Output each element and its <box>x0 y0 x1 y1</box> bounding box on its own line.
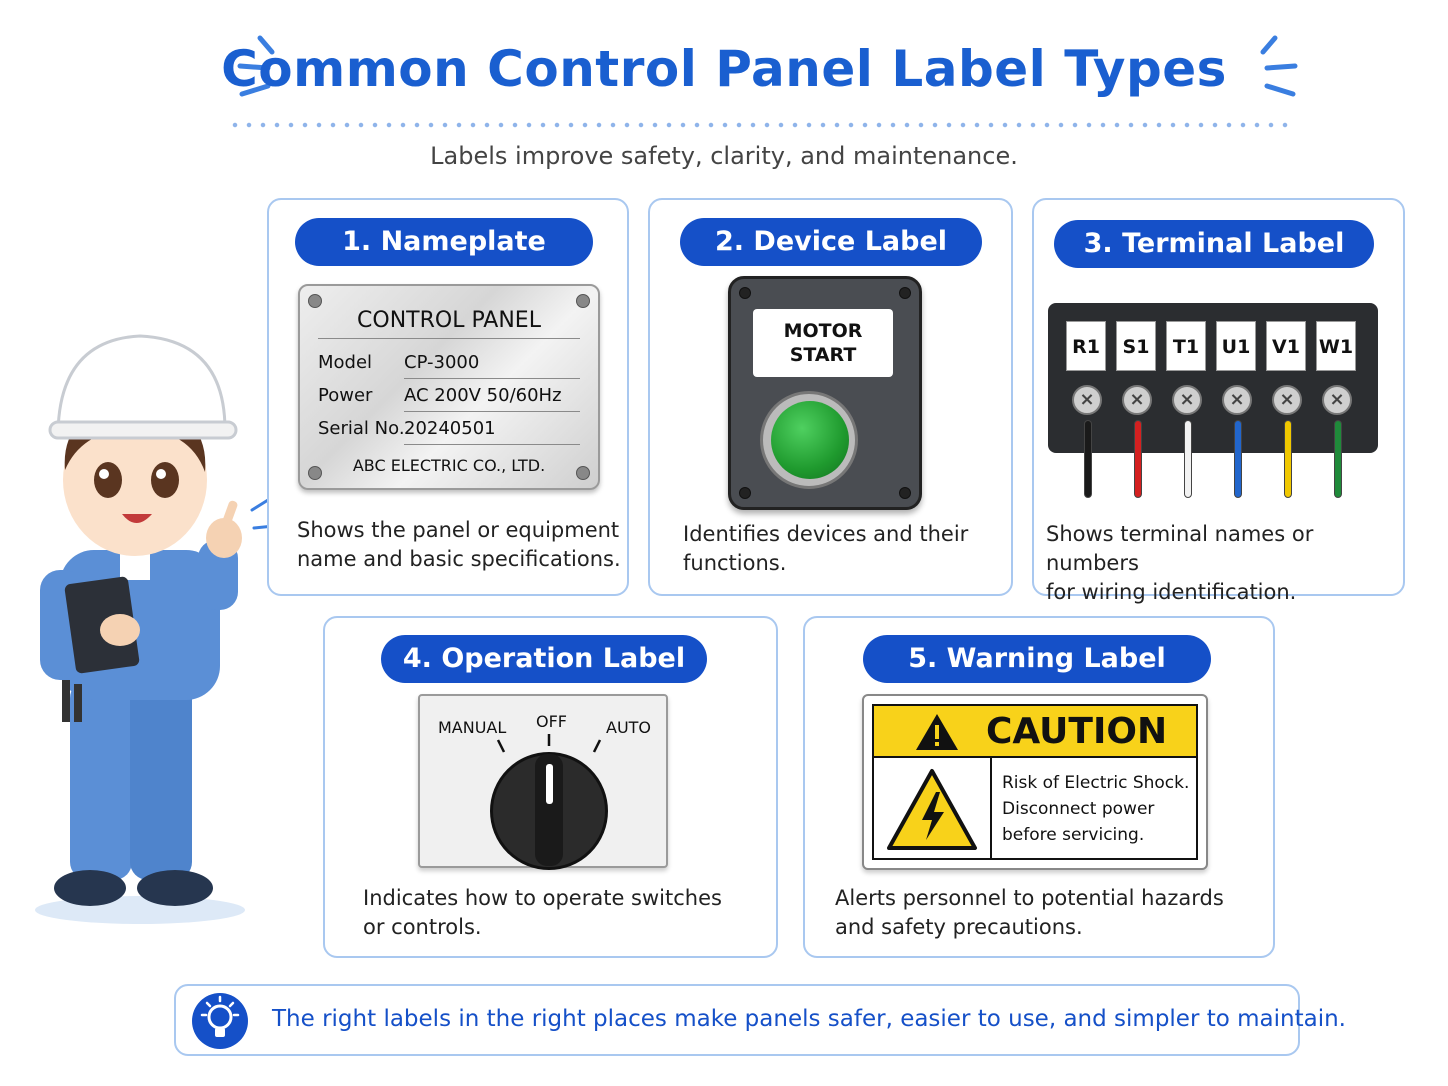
operation-label-heading: 4. Operation Label <box>381 635 707 683</box>
terminal-tag: R1 <box>1066 321 1106 371</box>
title-divider <box>228 122 1296 128</box>
wire <box>1284 420 1292 498</box>
nameplate-plate <box>298 284 600 490</box>
selector-switch-plate <box>418 694 668 868</box>
position-label: MANUAL <box>438 718 507 737</box>
nameplate-footer: ABC ELECTRIC CO., LTD. <box>352 456 546 475</box>
terminal-screw-icon: × <box>1272 385 1302 415</box>
push-button-box <box>728 276 922 510</box>
wire <box>1134 420 1142 498</box>
nameplate-key: Power <box>318 385 373 406</box>
nameplate-value: CP-3000 <box>404 352 480 373</box>
terminal-screw-icon: × <box>1072 385 1102 415</box>
screw-icon <box>576 294 590 308</box>
warning-label-description: Alerts personnel to potential hazards and safety precautions. <box>835 886 1224 939</box>
terminal-tag: V1 <box>1266 321 1306 371</box>
wire <box>1184 420 1192 498</box>
terminal-tag: W1 <box>1316 321 1356 371</box>
wire <box>1234 420 1242 498</box>
lightbulb-icon <box>192 993 248 1049</box>
device-label-heading: 2. Device Label <box>680 218 982 266</box>
nameplate-header: CONTROL PANEL <box>357 308 541 333</box>
device-tag: MOTOR START <box>753 309 893 377</box>
screw-icon <box>739 487 751 499</box>
nameplate-value: 20240501 <box>404 418 496 439</box>
terminal-label-description: Shows terminal names or numbers for wiring identification. <box>1046 522 1314 604</box>
terminal-block <box>1048 303 1378 453</box>
terminal-tag: S1 <box>1116 321 1156 371</box>
warning-label-heading: 5. Warning Label <box>863 635 1211 683</box>
device-label-description: Identifies devices and their functions. <box>683 522 969 575</box>
screw-icon <box>308 294 322 308</box>
wire <box>1334 420 1342 498</box>
terminal-screw-icon: × <box>1172 385 1202 415</box>
operation-label-description: Indicates how to operate switches or controls. <box>363 886 722 939</box>
position-label: OFF <box>536 712 567 731</box>
screw-icon <box>739 287 751 299</box>
nameplate-key: Model <box>318 352 373 373</box>
wire <box>1084 420 1092 498</box>
caution-sign <box>862 694 1208 870</box>
green-push-button <box>771 401 849 479</box>
nameplate-description: Shows the panel or equipment name and basic specifications. <box>297 518 621 571</box>
terminal-tag: T1 <box>1166 321 1206 371</box>
terminal-tag: U1 <box>1216 321 1256 371</box>
terminal-screw-icon: × <box>1322 385 1352 415</box>
caution-title: CAUTION <box>986 711 1168 752</box>
position-label: AUTO <box>606 718 652 737</box>
nameplate-key: Serial No. <box>318 418 405 439</box>
knob-indicator <box>546 764 553 804</box>
terminal-screw-icon: × <box>1222 385 1252 415</box>
warning-triangle-icon <box>914 712 960 752</box>
page-title: Common Control Panel Label Types <box>221 40 1227 98</box>
nameplate-value: AC 200V 50/60Hz <box>404 385 562 406</box>
screw-icon <box>899 287 911 299</box>
engineer-illustration <box>20 300 280 930</box>
electric-shock-icon <box>886 768 978 852</box>
screw-icon <box>899 487 911 499</box>
terminal-screw-icon: × <box>1122 385 1152 415</box>
footer-message: The right labels in the right places make panels safer, easier to use, and simpler to maintain. <box>272 1006 1346 1032</box>
terminal-label-heading: 3. Terminal Label <box>1054 220 1374 268</box>
caution-message: Risk of Electric Shock. Disconnect power before servicing. <box>1002 773 1190 845</box>
page-subtitle: Labels improve safety, clarity, and maintenance. <box>430 142 1018 170</box>
sparkle-right-icon <box>1245 30 1305 110</box>
footer-banner <box>174 984 1346 1056</box>
nameplate-heading: 1. Nameplate <box>295 218 593 266</box>
